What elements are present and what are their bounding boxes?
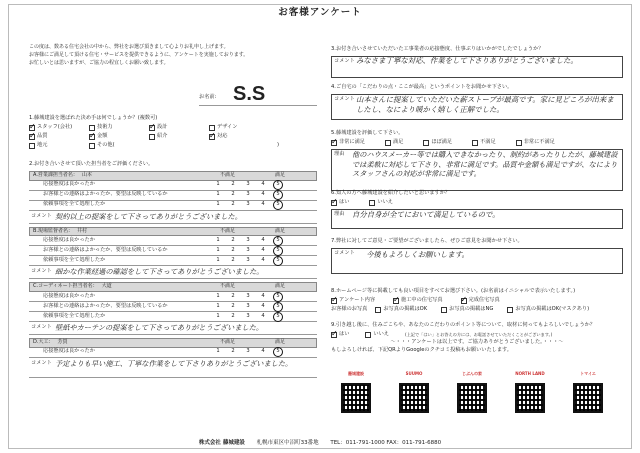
q5-option-4-label: 非常に不満足 (523, 138, 555, 145)
q1-options (29, 125, 317, 149)
q1-option-2-label: 設計 (157, 123, 168, 130)
rating-option-5[interactable]: 5 (274, 192, 282, 198)
rating-circle (273, 312, 283, 322)
rating-numbers (214, 258, 282, 264)
q2-section-3 (29, 338, 317, 378)
q8-block (331, 289, 623, 313)
q1-option-9-label: その他( (97, 141, 115, 148)
rating-option-2[interactable]: 2 (231, 191, 235, 198)
rating-option-5[interactable]: 5 (274, 238, 282, 244)
q1-option-8-label: 地元 (37, 141, 48, 148)
rating-option-1[interactable]: 1 (216, 181, 220, 188)
rating-option-3[interactable]: 3 (246, 191, 250, 198)
q9-option-1[interactable] (365, 332, 389, 338)
q3-comment-label: コメント (334, 57, 355, 64)
rating-option-4[interactable]: 4 (261, 236, 265, 243)
q1-option-6[interactable] (149, 134, 201, 140)
q2-scale-high-3: 満足 (274, 339, 285, 346)
q1-option-7-checkbox[interactable] (209, 134, 215, 140)
rating-circle (273, 190, 283, 200)
q7-label: 7.弊社に対してご意見・ご要望がございましたら、ぜひご意見をお聞かせ下さい。 (331, 238, 523, 244)
q1-option-1[interactable] (89, 125, 141, 131)
q1-option-4[interactable] (29, 134, 81, 140)
q2-section-head-3 (29, 338, 317, 348)
q5-option-2-checkbox[interactable] (423, 140, 429, 146)
q6-option-1[interactable] (369, 200, 393, 206)
q5-block (331, 131, 623, 191)
qr-code-3[interactable] (515, 383, 545, 413)
name-field (199, 83, 317, 105)
q1-option-7[interactable] (209, 134, 261, 140)
q4-comment-label: コメント (334, 95, 355, 102)
logo-2: じぶんの家 (462, 371, 482, 376)
q1-option-2[interactable] (149, 125, 201, 131)
q5-option-3[interactable] (472, 140, 496, 146)
q6-option-0[interactable] (331, 200, 349, 206)
q2-scale-low-2: 不満足 (219, 283, 235, 290)
q2-section-head-0 (29, 171, 317, 181)
rating-option-5[interactable]: 5 (274, 248, 282, 254)
rating-option-1[interactable]: 1 (216, 191, 220, 198)
rating-row (29, 191, 317, 201)
rating-option-2[interactable]: 2 (231, 312, 235, 319)
rating-option-5[interactable]: 5 (274, 182, 282, 188)
rating-row-label: 依頼事項を全て処理したか (43, 312, 106, 319)
logo-4: トマイエ (580, 371, 596, 376)
q8b-options (375, 307, 597, 313)
q6-block (331, 191, 623, 229)
intro-line-3: お忙しいとは思いますが、ご協力の程宜しくお願い致します。 (29, 59, 169, 66)
rating-numbers (214, 182, 282, 188)
q8-option-0-label: アンケート内容 (339, 296, 376, 303)
q6-options (331, 200, 623, 206)
q6-option-1-checkbox[interactable] (369, 200, 375, 206)
q8b-option-1-label: お写真の掲載はNG (449, 305, 494, 312)
q2-scale-low-3: 不満足 (219, 339, 235, 346)
rating-row (29, 236, 317, 246)
rating-option-5[interactable]: 5 (274, 202, 282, 208)
rating-option-5[interactable]: 5 (274, 314, 282, 320)
rating-option-4[interactable]: 4 (261, 312, 265, 319)
q7-comment-label: コメント (334, 249, 355, 256)
q2-section-head-2 (29, 282, 317, 292)
q2-section-title-2: C.コーディネート担当者名： (33, 283, 98, 290)
q2-section-1 (29, 227, 317, 280)
rating-row-label: 依頼事項を全て処理したか (43, 201, 106, 208)
qr-area (331, 367, 623, 425)
rating-option-2[interactable]: 2 (231, 236, 235, 243)
q2-comment-3: 予定よりも早い施工、丁寧な作業をして下さりありがとうございました。 (55, 358, 293, 368)
rating-option-2[interactable]: 2 (231, 246, 235, 253)
rating-option-4[interactable]: 4 (261, 201, 265, 208)
q5-option-4-checkbox[interactable] (516, 140, 522, 146)
q2-block (29, 162, 317, 378)
rating-option-4[interactable]: 4 (261, 246, 265, 253)
q9-option-0[interactable] (331, 332, 349, 338)
qr-code-0[interactable] (341, 383, 371, 413)
q1-option-3-label: デザイン (217, 123, 238, 130)
q3-comment-box (331, 56, 623, 78)
q5-option-0-checkbox[interactable] (331, 140, 337, 146)
q2-scale-high-0: 満足 (274, 171, 285, 178)
rating-option-3[interactable]: 3 (246, 181, 250, 188)
q5-options (331, 140, 623, 146)
q2-section-person-3: 芳賀 (57, 339, 68, 346)
q3-block (331, 47, 623, 78)
rating-row (29, 181, 317, 191)
rating-row-label: お客様との連絡はよかったか、要望は反映しているか (43, 191, 168, 198)
rating-option-2[interactable]: 2 (231, 302, 235, 309)
rating-option-3[interactable]: 3 (246, 292, 250, 299)
rating-row-label: 応接態度は良かったか (43, 292, 95, 299)
rating-circle (273, 256, 283, 266)
rating-row (29, 312, 317, 322)
q9-row (331, 332, 623, 338)
q7-block (331, 239, 623, 274)
q1-option-5-label: 金額 (97, 132, 108, 139)
q9-label: 9.引き越し後に、住みごこちや、あなたのこだわりのポイント等について、取材に伺ってもよろしいでしょうか？ (331, 322, 596, 328)
q1-block (29, 116, 317, 149)
rating-option-4[interactable]: 4 (261, 181, 265, 188)
survey-sheet (8, 4, 632, 449)
q2-comment-row-0 (29, 211, 317, 224)
q1-option-5-checkbox[interactable] (89, 134, 95, 140)
rating-row-label: お客様との連絡はよかったか、要望は反映しているか (43, 246, 168, 253)
q8b-option-2-checkbox[interactable] (507, 307, 513, 313)
q9-option-1-label: いいえ (373, 330, 389, 337)
q5-option-1-label: 満足 (392, 138, 404, 145)
rating-option-4[interactable]: 4 (261, 348, 265, 355)
q5-label: 5.藤城建設を評価して下さい。 (331, 130, 404, 136)
q8b-option-0-checkbox[interactable] (375, 307, 381, 313)
footer-address: 札幌市東区中沼町33番地 (256, 439, 319, 446)
q1-option-4-checkbox[interactable] (29, 134, 35, 140)
q8b-option-2[interactable] (507, 307, 589, 313)
rating-option-1[interactable]: 1 (216, 348, 220, 355)
q9-thanks: ～・・・アンケートは以上です。ご協力ありがとうございました。・・・～ (390, 338, 564, 345)
rating-numbers (214, 202, 282, 208)
q9-note: (上記で「はい」とお答えの方には、お電話させていただくことがございます。) (404, 331, 553, 337)
q2-section-head-1 (29, 227, 317, 237)
rating-row (29, 348, 317, 358)
q8-option-1-checkbox[interactable] (393, 298, 399, 304)
qr-code-4[interactable] (573, 383, 603, 413)
q8-label: 8.ホームページ等に掲載しても良い項目をすべてお選び下さい。(お名前はイニシャルで表示いたします。) (331, 288, 576, 294)
q4-comment-box (331, 94, 623, 120)
q2-scale-high-2: 満足 (274, 283, 285, 290)
rating-option-1[interactable]: 1 (216, 292, 220, 299)
rating-option-1[interactable]: 1 (216, 256, 220, 263)
q1-option-7-label: 対応 (217, 132, 228, 139)
name-label: お名前: (199, 94, 217, 100)
rating-option-2[interactable]: 2 (231, 181, 235, 188)
q8-option-2-checkbox[interactable] (461, 298, 467, 304)
q2-section-2 (29, 282, 317, 335)
q2-comment-row-1 (29, 266, 317, 279)
q2-scale-2 (220, 284, 285, 290)
q5-option-3-label: 不満足 (480, 138, 496, 145)
q2-comment-label-0: コメント (31, 212, 52, 219)
q6-option-0-label: はい (339, 198, 350, 205)
q2-sections (29, 171, 317, 378)
q2-label: 2.お付き合いさせて頂いた担当者をご評価ください。 (29, 161, 154, 167)
q5-option-2[interactable] (423, 140, 452, 146)
q8-option-2[interactable] (461, 298, 500, 304)
q9-block (331, 323, 623, 354)
q8b-option-1[interactable] (441, 307, 493, 313)
q2-section-title-1: B.現場監督者名： (33, 227, 74, 234)
q1-option-5[interactable] (89, 134, 141, 140)
q5-reason-box (331, 149, 623, 191)
q8b-option-0[interactable] (375, 307, 427, 313)
q1-option-8[interactable] (29, 143, 81, 149)
q9-option-0-label: はい (339, 330, 350, 337)
q8-option-0[interactable] (331, 298, 375, 304)
rating-option-4[interactable]: 4 (261, 191, 265, 198)
q6-label: 6.知人の方へ藤城建設を紹介したいと思いますか？ (331, 190, 451, 196)
q1-option-0[interactable] (29, 125, 81, 131)
logo-0: 藤城建設 (348, 371, 364, 376)
q1-option-6-label: 紹介 (157, 132, 168, 139)
q1-option-1-label: 技術力 (97, 123, 113, 130)
name-underline (199, 105, 317, 106)
rating-numbers (214, 304, 282, 310)
q1-option-8-checkbox[interactable] (29, 143, 35, 149)
q2-scale-3 (220, 340, 285, 346)
q4-block (331, 85, 623, 120)
q3-comment: みなさま丁寧な対応、作業をして下さりありがとうございました。 (356, 55, 578, 65)
q6-reason: 自分自身が全てにおいて満足しているので。 (352, 209, 500, 219)
rating-option-3[interactable]: 3 (246, 256, 250, 263)
q8-option-0-checkbox[interactable] (331, 298, 337, 304)
q5-option-0-label: 非常に満足 (339, 138, 365, 145)
q2-scale-0 (220, 173, 285, 179)
rating-option-2[interactable]: 2 (231, 201, 235, 208)
q6-option-1-label: いいえ (377, 198, 393, 205)
q8-option-1[interactable] (393, 298, 443, 304)
q3-label: 3.お付き合いさせていただいた工事業者の応接態度、仕事ぶりはいかがでしたでしょうか？ (331, 46, 544, 52)
q5-option-2-label: ほぼ満足 (431, 138, 453, 145)
q1-option-9-checkbox[interactable] (89, 143, 95, 149)
rating-option-2[interactable]: 2 (231, 256, 235, 263)
q4-label: 4.ご自宅の「こだわりの点・ここが最高」というポイントをお聞かせ下さい。 (331, 84, 513, 90)
q5-option-3-checkbox[interactable] (472, 140, 478, 146)
q1-option-4-label: 品質 (37, 132, 48, 139)
q8b-option-0-label: お写真の掲載はOK (383, 305, 428, 312)
rating-numbers (214, 314, 282, 320)
rating-circle (273, 180, 283, 190)
q2-comment-label-2: コメント (31, 324, 52, 331)
rating-circle (273, 246, 283, 256)
q2-section-person-0: 山本 (81, 171, 92, 178)
q2-comment-label-1: コメント (31, 268, 52, 275)
rating-option-5[interactable]: 5 (274, 349, 282, 355)
rating-option-3[interactable]: 3 (246, 246, 250, 253)
q2-scale-low-1: 不満足 (219, 227, 235, 234)
q2-section-title-0: A.営業課担当者名： (33, 171, 78, 178)
q1-option-0-label: スタッフ(会社) (37, 123, 73, 130)
q5-option-1-checkbox[interactable] (385, 140, 391, 146)
q8b-option-2-label: お写真の掲載はOK(マスクあり) (515, 305, 590, 312)
logo-3: NORTH LAND (515, 371, 545, 376)
rating-option-1[interactable]: 1 (216, 236, 220, 243)
rating-row (29, 256, 317, 266)
logo-1: SUUMO (405, 371, 423, 376)
q6-reason-label: 理由 (334, 210, 345, 217)
q2-scale-high-1: 満足 (274, 227, 285, 234)
q2-comment-0: 契約以上の提案をして下さってありがとうございました。 (55, 211, 242, 221)
rating-option-3[interactable]: 3 (246, 302, 250, 309)
rating-numbers (214, 192, 282, 198)
rating-option-1[interactable]: 1 (216, 302, 220, 309)
rating-row (29, 201, 317, 211)
rating-row (29, 246, 317, 256)
q1-label: 1.藤城建設を選ばれた決め手は何でしょうか？(複数可) (29, 115, 158, 121)
q6-option-0-checkbox[interactable] (331, 200, 337, 206)
q8-option-1-label: 施工中の住宅写真 (401, 296, 443, 303)
footer-phone: TEL：011-791-1000 FAX：011-791-6880 (330, 439, 442, 446)
rating-row (29, 292, 317, 302)
rating-option-5[interactable]: 5 (274, 304, 282, 310)
q2-comment-row-3 (29, 358, 317, 378)
rating-row (29, 302, 317, 312)
q1-option-3[interactable] (209, 125, 261, 131)
q9-option-0-checkbox[interactable] (331, 332, 337, 338)
rating-row-label: 応接態度は良かったか (43, 236, 95, 243)
q2-comment-2: 壁紙やカーテンの提案をして下さってありがとうございました。 (55, 323, 264, 333)
name-value: S.S (233, 83, 266, 105)
q8b-row (331, 307, 623, 313)
rating-option-3[interactable]: 3 (246, 312, 250, 319)
rating-option-4[interactable]: 4 (261, 292, 265, 299)
rating-option-4[interactable]: 4 (261, 256, 265, 263)
rating-option-3[interactable]: 3 (246, 236, 250, 243)
q2-section-person-1: 井村 (77, 227, 88, 234)
rating-circle (273, 302, 283, 312)
q5-reason-label: 理由 (334, 150, 345, 157)
q8b-option-1-checkbox[interactable] (441, 307, 447, 313)
page-title: お客様アンケート (278, 7, 362, 18)
q2-scale-1 (220, 229, 285, 235)
q1-close-paren: ) (277, 141, 280, 148)
q2-scale-low-0: 不満足 (219, 171, 235, 178)
rating-row-label: 応接態度は良かったか (43, 348, 95, 355)
rating-numbers (214, 238, 282, 244)
rating-numbers (214, 349, 282, 355)
rating-option-1[interactable]: 1 (216, 201, 220, 208)
intro-line-1: この度は、数ある住宅会社の中から、弊社をお選び頂きまして心よりお礼申し上げます。 (29, 44, 229, 50)
q5-option-0[interactable] (331, 140, 365, 146)
rating-circle (273, 236, 283, 246)
intro-line-2: お客様にご満足して頂ける住宅・サービスを提供できるように、アンケートを実施しております。 (29, 51, 249, 58)
rating-numbers (214, 294, 282, 300)
q9-google: もしよろしければ、下記QRよりGoogleのクチコミ投稿もお願いいたします。 (331, 346, 512, 353)
rating-circle (273, 200, 283, 210)
rating-circle (273, 347, 283, 357)
q2-section-0 (29, 171, 317, 224)
q5-reason: 他のハウスメーカー等では購入できなかったり、制約があったりしたが、藤城建設では柔軟に対応して下さり、非常に満足です。品質や金額も満足ですが、なによりスタッフさんの対応が非常に満足です。 (352, 149, 618, 179)
q7-comment: 今後もよろしくお願いします。 (366, 249, 469, 259)
rating-row-label: お客様との連絡はよかったか、要望は反映しているか (43, 302, 168, 309)
q1-option-2-checkbox[interactable] (149, 125, 155, 131)
q6-reason-box (331, 209, 623, 229)
rating-row-label: 応接態度は良かったか (43, 181, 95, 188)
rating-row-label: 依頼事項を全て処理したか (43, 256, 106, 263)
rating-circle (273, 292, 283, 302)
rating-option-4[interactable]: 4 (261, 302, 265, 309)
rating-option-3[interactable]: 3 (246, 201, 250, 208)
q9-option-1-checkbox[interactable] (365, 332, 371, 338)
rating-option-1[interactable]: 1 (216, 312, 220, 319)
intro-text (29, 44, 317, 67)
q9-options (331, 332, 397, 338)
qr-code-1[interactable] (399, 383, 429, 413)
q2-comment-1: 細かな作業経過の確認をして下さってありがとうございました。 (55, 267, 264, 277)
qr-code-2[interactable] (457, 383, 487, 413)
q2-section-person-2: 大道 (101, 283, 112, 290)
q2-comment-row-2 (29, 322, 317, 335)
rating-option-1[interactable]: 1 (216, 246, 220, 253)
q2-comment-label-3: コメント (31, 359, 52, 366)
rating-option-2[interactable]: 2 (231, 292, 235, 299)
footer (9, 440, 631, 446)
q8-option-2-label: 完成住宅写真 (468, 296, 500, 303)
rating-numbers (214, 248, 282, 254)
q7-comment-box (331, 248, 623, 274)
q8-options (331, 298, 623, 304)
rating-option-2[interactable]: 2 (231, 348, 235, 355)
q8b-label: お客様のお写真 (331, 305, 368, 312)
q1-option-6-checkbox[interactable] (149, 134, 155, 140)
q4-comment: 山本さんに提案していただいた薪ストーブが最高です。家に見どころが出来ましたし、なにより暖かく嬉しく正解でした。 (356, 94, 614, 114)
rating-option-5[interactable]: 5 (274, 258, 282, 264)
q2-section-title-3: D.大工： (33, 339, 54, 346)
rating-option-5[interactable]: 5 (274, 294, 282, 300)
q1-option-9[interactable] (89, 143, 149, 149)
q5-option-1[interactable] (385, 140, 403, 146)
rating-option-3[interactable]: 3 (246, 348, 250, 355)
q5-option-4[interactable] (516, 140, 555, 146)
footer-company: 株式会社 藤城建設 (198, 439, 245, 446)
